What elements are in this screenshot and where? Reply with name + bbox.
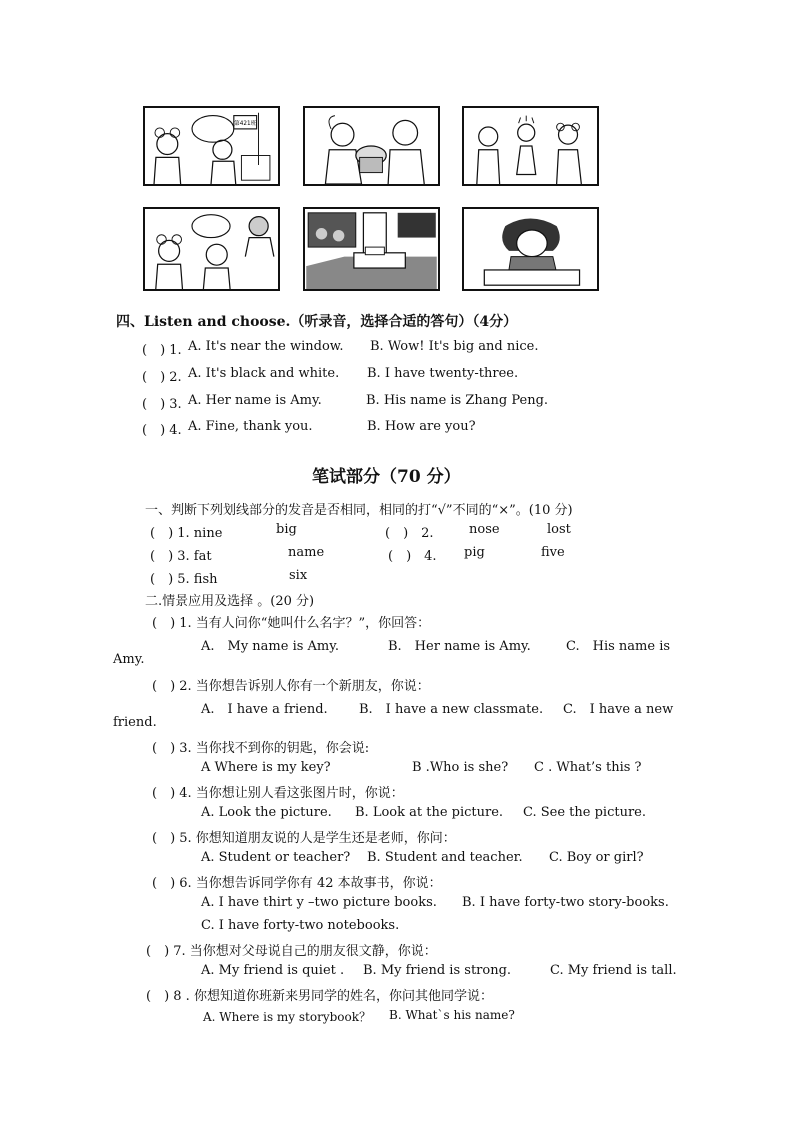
p2-q5-option-c: C. Boy or girl? — [549, 850, 644, 865]
picture-1 — [143, 106, 280, 186]
p2-q6-option-a: A. I have thirt y –two picture books. — [201, 895, 437, 910]
p2-q4-stem: ( ) 4. 当你想让别人看这张图片时，你说： — [152, 786, 404, 801]
p2-q5-option-b: B. Student and teacher. — [367, 850, 523, 865]
p2-q8-option-a: A. Where is my storybook？ — [203, 1010, 372, 1024]
p2-q2-stem: ( ) 2. 当你想告诉别人你有一个新朋友，你说： — [152, 679, 430, 694]
p2-q7-option-c: C. My friend is tall. — [550, 963, 677, 978]
p1-q4-word-b: five — [541, 545, 565, 560]
p1-q5-word: six — [289, 568, 308, 583]
p2-q6-stem: ( ) 6. 当你想告诉同学你有 42 本故事书，你说： — [152, 876, 442, 891]
p2-q4-option-c: C. See the picture. — [523, 805, 646, 820]
s4-q2-option-b: B. I have twenty-three. — [367, 366, 519, 381]
p2-q7-stem: ( ) 7. 当你想对父母说自己的朋友很文静，你说： — [146, 944, 437, 959]
p1-q3: ( ) 3. fat — [150, 549, 212, 564]
p2-q2-option-a: A. I have a friend. — [201, 702, 328, 717]
p1-q4-word-a: pig — [464, 545, 485, 560]
s4-q2-option-a: A. It's black and white. — [188, 366, 340, 381]
girl-boy-classroom-sign-illustration — [145, 108, 278, 184]
s4-q2-number: ( ) 2. — [142, 370, 182, 385]
part1-heading: 一、判断下列划线部分的发音是否相同，相同的打“√”不同的“×”。(10 分) — [145, 503, 573, 518]
classroom-desk-illustration — [305, 209, 438, 289]
p2-q2-option-c-wrap: friend. — [113, 715, 157, 730]
p2-q1-stem: ( ) 1. 当有人问你“她叫什么名字？”，你回答： — [152, 616, 431, 631]
picture-6 — [462, 207, 599, 291]
s4-q1-number: ( ) 1. — [142, 343, 182, 358]
p2-q2-option-b: B. I have a new classmate. — [359, 702, 544, 717]
p2-q3-option-a: A Where is my key? — [201, 760, 331, 775]
s4-q1-option-a: A. It's near the window. — [188, 339, 344, 354]
p2-q6-option-b: B. I have forty-two story-books. — [462, 895, 669, 910]
p1-q1: ( ) 1. nine — [150, 526, 223, 541]
p2-q4-option-a: A. Look the picture. — [201, 805, 332, 820]
p2-q1-option-c: C. His name is — [566, 639, 671, 654]
girls-with-bag-illustration — [305, 108, 438, 184]
p1-q2: ( ) 2. — [385, 526, 434, 541]
p2-q3-option-b: B .Who is she? — [412, 760, 509, 775]
picture-4 — [143, 207, 280, 291]
p2-q5-option-a: A. Student or teacher? — [201, 850, 351, 865]
p2-q8-option-b: B. What`s his name? — [389, 1008, 515, 1022]
p2-q8-stem: ( ) 8 . 你想知道你班新来男同学的姓名，你问其他同学说： — [146, 989, 493, 1004]
p2-q7-option-a: A. My friend is quiet . — [201, 963, 345, 978]
picture-3 — [462, 106, 599, 186]
p1-q5: ( ) 5. fish — [150, 572, 218, 587]
p2-q1-option-b: B. Her name is Amy. — [388, 639, 531, 654]
s4-q3-option-a: A. Her name is Amy. — [188, 393, 322, 408]
picture-2 — [303, 106, 440, 186]
p2-q1-option-c-wrap: Amy. — [113, 652, 145, 667]
three-kids-illustration — [464, 108, 597, 184]
p1-q2-word-b: lost — [547, 522, 571, 537]
s4-q3-number: ( ) 3. — [142, 397, 182, 412]
picture-5 — [303, 207, 440, 291]
written-part-title: 笔试部分（70 分） — [312, 467, 461, 487]
p2-q4-option-b: B. Look at the picture. — [355, 805, 504, 820]
door-sign-text: 第421班 — [234, 121, 257, 128]
part2-heading: 二.情景应用及选择 。(20 分) — [145, 594, 315, 609]
p2-q1-option-a: A. My name is Amy. — [201, 639, 340, 654]
girl-at-desk-illustration — [464, 209, 597, 289]
p2-q3-option-c: C . What’s this ? — [534, 760, 642, 775]
s4-q3-option-b: B. His name is Zhang Peng. — [366, 393, 549, 408]
p2-q2-option-c: C. I have a new — [563, 702, 674, 717]
girl-boy-teacher-illustration — [145, 209, 278, 289]
s4-q1-option-b: B. Wow! It's big and nice. — [370, 339, 539, 354]
s4-q4-option-b: B. How are you? — [367, 419, 476, 434]
p1-q1-word: big — [276, 522, 297, 537]
s4-q4-option-a: A. Fine, thank you. — [188, 419, 313, 434]
p2-q6-option-c: C. I have forty-two notebooks. — [201, 918, 400, 933]
p1-q2-word-a: nose — [469, 522, 500, 537]
p1-q3-word: name — [288, 545, 325, 560]
p2-q5-stem: ( ) 5. 你想知道朋友说的人是学生还是老师，你问： — [152, 831, 456, 846]
p2-q3-stem: ( ) 3. 当你找不到你的钥匙，你会说: — [152, 741, 370, 756]
s4-q4-number: ( ) 4. — [142, 423, 182, 438]
section4-heading: 四、Listen and choose.（听录音，选择合适的答句）（4分） — [116, 314, 518, 330]
p1-q4: ( ) 4. — [388, 549, 437, 564]
p2-q7-option-b: B. My friend is strong. — [363, 963, 512, 978]
